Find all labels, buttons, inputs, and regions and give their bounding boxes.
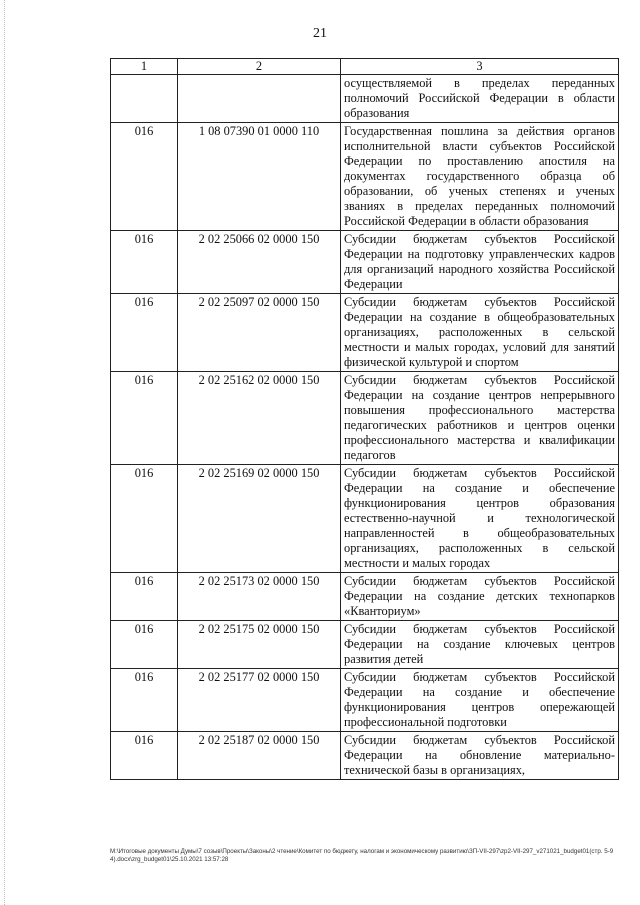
admin-code-cell: 016 — [111, 294, 178, 372]
description-cell: Субсидии бюджетам субъектов Российской Федерации на создание детских технопарков «Кванториум» — [341, 573, 619, 621]
budget-classification-table — [110, 58, 619, 780]
table-row — [111, 465, 619, 573]
description-cell: Государственная пошлина за действия органов исполнительной власти субъектов Российской Федерации по проставлению апостиля на документах государственного образца об образовании, об ученых степенях и ученых званиях в пределах переданных полномочий Российской Федерации в области образования — [341, 123, 619, 231]
budget-code-cell: 2 02 25187 02 0000 150 — [178, 732, 341, 780]
admin-code-cell: 016 — [111, 465, 178, 573]
admin-code-cell: 016 — [111, 669, 178, 732]
description-cell: Субсидии бюджетам субъектов Российской Федерации на создание в общеобразовательных организациях, расположенных в сельской местности и малых городах, условий для занятий физической культурой и спортом — [341, 294, 619, 372]
table-row — [111, 123, 619, 231]
description-cell: Субсидии бюджетам субъектов Российской Федерации на создание ключевых центров развития детей — [341, 621, 619, 669]
table-row — [111, 573, 619, 621]
budget-code-cell: 2 02 25162 02 0000 150 — [178, 372, 341, 465]
table-row — [111, 294, 619, 372]
description-cell: Субсидии бюджетам субъектов Российской Федерации на подготовку управленческих кадров для организаций народного хозяйства Российской Федерации — [341, 231, 619, 294]
table-row — [111, 372, 619, 465]
description-cell: осуществляемой в пределах переданных полномочий Российской Федерации в области образования — [341, 75, 619, 123]
budget-code-cell: 2 02 25169 02 0000 150 — [178, 465, 341, 573]
binding-edge — [4, 0, 8, 905]
budget-code-cell: 2 02 25177 02 0000 150 — [178, 669, 341, 732]
column-header-2: 2 — [178, 59, 341, 75]
table-row — [111, 669, 619, 732]
column-header-1: 1 — [111, 59, 178, 75]
document-path-footer: M:\Итоговые документы Думы\7 созыв\Проекты\Законы\2 чтение\Комитет по бюджету, налогам и экономическому развитию\ЗП-VII-297\zp2-VII-297_v271021_budget01(стр. 5-94).docx\zrg_budget01\25.10.2021 13:57:28 — [110, 848, 614, 863]
budget-code-cell: 2 02 25173 02 0000 150 — [178, 573, 341, 621]
table-row — [111, 621, 619, 669]
budget-code-cell — [178, 75, 341, 123]
admin-code-cell: 016 — [111, 123, 178, 231]
budget-code-cell: 2 02 25097 02 0000 150 — [178, 294, 341, 372]
admin-code-cell: 016 — [111, 573, 178, 621]
table-header-row — [111, 59, 619, 75]
admin-code-cell: 016 — [111, 372, 178, 465]
budget-code-cell: 2 02 25066 02 0000 150 — [178, 231, 341, 294]
admin-code-cell — [111, 75, 178, 123]
admin-code-cell: 016 — [111, 621, 178, 669]
table-row — [111, 732, 619, 780]
page-number: 21 — [313, 26, 327, 41]
budget-code-cell: 2 02 25175 02 0000 150 — [178, 621, 341, 669]
admin-code-cell: 016 — [111, 231, 178, 294]
table-row — [111, 75, 619, 123]
description-cell: Субсидии бюджетам субъектов Российской Федерации на создание центров непрерывного повышения профессионального мастерства педагогических работников и центров оценки профессионального мастерства и квалификации педагогов — [341, 372, 619, 465]
table-body — [111, 75, 619, 780]
description-cell: Субсидии бюджетам субъектов Российской Федерации на обновление материально-технической базы в организациях, — [341, 732, 619, 780]
description-cell: Субсидии бюджетам субъектов Российской Федерации на создание и обеспечение функционирования центров опережающей профессиональной подготовки — [341, 669, 619, 732]
table-row — [111, 231, 619, 294]
admin-code-cell: 016 — [111, 732, 178, 780]
column-header-3: 3 — [341, 59, 619, 75]
budget-code-cell: 1 08 07390 01 0000 110 — [178, 123, 341, 231]
description-cell: Субсидии бюджетам субъектов Российской Федерации на создание и обеспечение функционирования центров образования естественно-научной и технологической направленностей в общеобразовательных организациях, расположенных в сельской местности и малых городах — [341, 465, 619, 573]
